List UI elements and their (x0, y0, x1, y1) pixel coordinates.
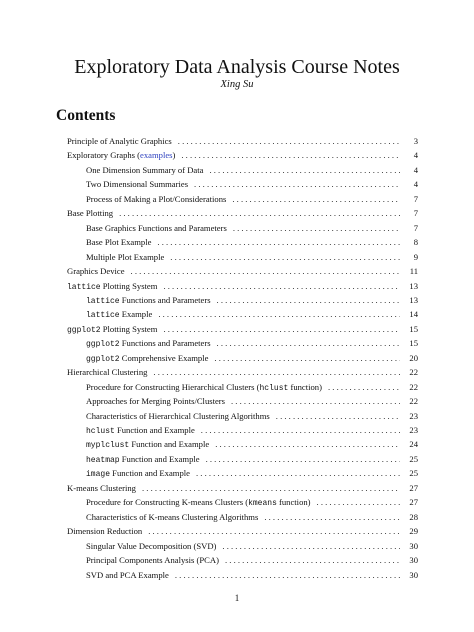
toc-text: Base Plotting (67, 208, 114, 219)
toc-page-number: 3 (413, 136, 418, 146)
toc-text: K-means Clustering (67, 482, 136, 493)
toc-entry-title (67, 206, 113, 220)
toc-code-text: lattice (67, 282, 101, 292)
toc-text: Exploratory Graphs ( (67, 150, 141, 161)
toc-dot-leader (163, 279, 400, 293)
toc-entry[interactable] (86, 163, 418, 177)
toc-entry[interactable] (86, 235, 418, 249)
toc-page-number: 27 (409, 482, 418, 493)
toc-entry-title (86, 510, 258, 524)
toc-dot-leader (214, 351, 400, 365)
toc-text: Procedure for Constructing K-means Clusters ( (86, 497, 249, 508)
toc-dot-leader (148, 524, 400, 538)
toc-dot-leader (317, 495, 400, 509)
toc-code-text: lattice (86, 296, 120, 306)
toc-dot-leader (215, 437, 400, 451)
toc-text: Procedure for Constructing Hierarchical Clusters ( (86, 381, 260, 392)
toc-page-number: 29 (409, 526, 418, 537)
toc-entry[interactable] (86, 380, 418, 394)
toc-text: Dimension Reduction (67, 526, 143, 537)
toc-dot-leader (170, 250, 400, 264)
toc-dot-leader (276, 409, 400, 423)
toc-entry[interactable] (67, 365, 418, 379)
toc-page-number: 30 (409, 555, 418, 566)
toc-text: Function and Example (129, 439, 210, 450)
toc-entry[interactable] (67, 206, 418, 220)
toc-dot-leader (196, 466, 400, 480)
toc-entry[interactable] (86, 495, 418, 509)
toc-entry-title (86, 553, 219, 567)
toc-dot-leader (175, 568, 400, 582)
toc-entry[interactable] (86, 510, 418, 524)
toc-page-number: 13 (409, 280, 418, 291)
toc-entry[interactable] (67, 279, 418, 293)
contents-heading: Contents (56, 107, 116, 124)
toc-page-number: 27 (409, 497, 418, 508)
toc-page-number: 4 (413, 179, 418, 190)
toc-page-number: 15 (409, 323, 418, 334)
toc-text: Process of Making a Plot/Considerations (86, 193, 227, 204)
page-number: 1 (234, 593, 240, 603)
toc-page-number: 23 (409, 425, 418, 435)
toc-dot-leader (178, 134, 400, 148)
toc-entry[interactable] (67, 481, 418, 495)
toc-dot-leader (142, 481, 400, 495)
toc-page-number: 7 (413, 222, 418, 233)
toc-page-number: 30 (409, 569, 418, 580)
toc-entry[interactable] (86, 452, 418, 466)
toc-entry[interactable] (86, 568, 418, 582)
toc-entry[interactable] (86, 192, 418, 206)
toc-page-number: 25 (409, 468, 418, 479)
toc-page-number: 25 (409, 453, 418, 464)
toc-text: Principle of Analytic Graphics (67, 136, 172, 146)
toc-link[interactable]: examples (140, 150, 173, 161)
toc-text: function) (276, 497, 311, 508)
toc-page-number: 14 (409, 309, 418, 320)
toc-entry[interactable] (67, 148, 418, 162)
toc-code-text: hclust (259, 383, 289, 393)
toc-text: Function and Example (119, 453, 200, 464)
toc-dot-leader (217, 293, 400, 307)
toc-dot-leader (194, 177, 400, 191)
toc-entry-title (86, 539, 216, 553)
toc-text: One Dimension Summary of Data (86, 164, 204, 175)
toc-page-number: 4 (413, 150, 418, 161)
document-title: Exploratory Data Analysis Course Notes (74, 56, 400, 78)
toc-text: function) (288, 381, 322, 392)
toc-text: Singular Value Decomposition (SVD) (86, 540, 217, 551)
toc-entry[interactable] (86, 539, 418, 553)
toc-page-number: 28 (409, 511, 418, 522)
toc-page-number: 24 (409, 439, 418, 450)
toc-entry[interactable] (86, 409, 418, 423)
toc-entry[interactable] (67, 264, 418, 278)
toc-page-number: 11 (409, 266, 418, 277)
toc-dot-leader (153, 365, 400, 379)
toc-dot-leader (264, 510, 400, 524)
author-name: Xing Su (220, 79, 254, 90)
toc-entry-title (67, 524, 142, 538)
toc-text: Example (119, 309, 153, 320)
toc-code-text: ggplot2 (86, 340, 120, 350)
toc-entry[interactable] (86, 466, 418, 480)
toc-code-text: hclust (86, 427, 115, 436)
toc-text: Plotting System (100, 323, 158, 334)
toc-text: Hierarchical Clustering (67, 367, 148, 378)
toc-dot-leader (231, 394, 400, 408)
toc-dot-leader (158, 307, 400, 321)
toc-dot-leader (206, 452, 400, 466)
toc-code-text: ggplot2 (67, 325, 101, 335)
toc-entry-title (86, 394, 225, 408)
toc-text: Comprehensive Example (119, 352, 209, 363)
toc-code-text: heatmap (86, 455, 120, 465)
toc-entry[interactable] (86, 293, 418, 307)
toc-text: Function and Example (114, 425, 195, 435)
toc-page-number: 13 (409, 294, 418, 305)
toc-page-number: 7 (413, 208, 418, 219)
toc-entry-title (67, 148, 175, 162)
toc-dot-leader (163, 322, 400, 336)
toc-entry-title (86, 409, 270, 423)
toc-entry[interactable] (86, 177, 418, 191)
toc-text: Characteristics of Hierarchical Clustering Algorithms (86, 410, 270, 421)
toc-dot-leader (217, 336, 400, 350)
toc-code-text: myplclust (86, 441, 130, 451)
toc-entry[interactable] (86, 394, 418, 408)
toc-entry[interactable] (86, 250, 418, 264)
toc-text: Graphics Device (67, 266, 125, 277)
toc-page-number: 20 (409, 352, 418, 363)
toc-page-number: 4 (413, 164, 418, 175)
toc-dot-leader (328, 380, 400, 394)
toc-text: Approaches for Merging Points/Clusters (86, 396, 225, 407)
toc-text: ) (172, 150, 176, 161)
toc-entry-title (67, 481, 136, 495)
toc-text: Functions and Parameters (119, 294, 211, 305)
toc-text: Base Graphics Functions and Parameters (86, 222, 227, 233)
toc-entry[interactable] (67, 524, 418, 538)
toc-dot-leader (119, 206, 400, 220)
toc-code-text: ggplot2 (86, 354, 120, 364)
toc-dot-leader (131, 264, 400, 278)
toc-page-number: 7 (413, 193, 418, 204)
toc-dot-leader (225, 553, 400, 567)
toc-code-text: kmeans (248, 499, 277, 509)
toc-entry-title (67, 365, 147, 379)
toc-text: Characteristics of K-means Clustering Algorithms (86, 511, 259, 522)
toc-text: SVD and PCA Example (86, 569, 169, 580)
toc-text: Functions and Parameters (119, 338, 211, 349)
toc-entry[interactable] (86, 423, 418, 437)
toc-dot-leader (181, 148, 400, 162)
toc-text: Plotting System (100, 280, 158, 291)
toc-entry-title (86, 192, 226, 206)
toc-entry[interactable] (86, 336, 418, 350)
toc-text: Function and Example (110, 468, 190, 479)
toc-page-number: 22 (409, 381, 418, 392)
toc-entry-title (67, 264, 125, 278)
toc-entry[interactable] (67, 134, 418, 148)
toc-entry-title (86, 177, 188, 191)
toc-dot-leader (201, 423, 400, 437)
toc-entry-title (86, 250, 164, 264)
toc-text: Principal Components Analysis (PCA) (86, 555, 219, 566)
toc-page-number: 15 (409, 338, 418, 349)
toc-entry[interactable] (86, 307, 418, 321)
toc-text: Base Plot Example (86, 237, 152, 248)
toc-page-number: 22 (409, 396, 418, 407)
toc-dot-leader (232, 192, 400, 206)
toc-page-number: 22 (409, 367, 418, 378)
toc-code-text: image (86, 470, 111, 480)
toc-entry-title (67, 134, 172, 148)
toc-entry-title (86, 568, 169, 582)
toc-dot-leader (222, 539, 400, 553)
toc-page-number: 9 (413, 251, 418, 262)
toc-dot-leader (233, 221, 400, 235)
toc-entry-title (86, 221, 227, 235)
toc-entry[interactable] (86, 437, 418, 451)
toc-entry-title (86, 235, 151, 249)
toc-entry[interactable] (86, 221, 418, 235)
toc-page-number: 30 (409, 540, 418, 551)
toc-text: Multiple Plot Example (86, 251, 165, 262)
toc-entry[interactable] (86, 553, 418, 567)
toc-page-number: 8 (413, 237, 418, 248)
toc-text: Two Dimensional Summaries (86, 179, 189, 190)
toc-code-text: lattice (86, 311, 120, 321)
toc-page-number: 23 (409, 410, 418, 421)
toc-entry-title (86, 163, 203, 177)
toc-entry[interactable] (86, 351, 418, 365)
toc-dot-leader (157, 235, 400, 249)
toc-dot-leader (209, 163, 400, 177)
toc-entry[interactable] (67, 322, 418, 336)
